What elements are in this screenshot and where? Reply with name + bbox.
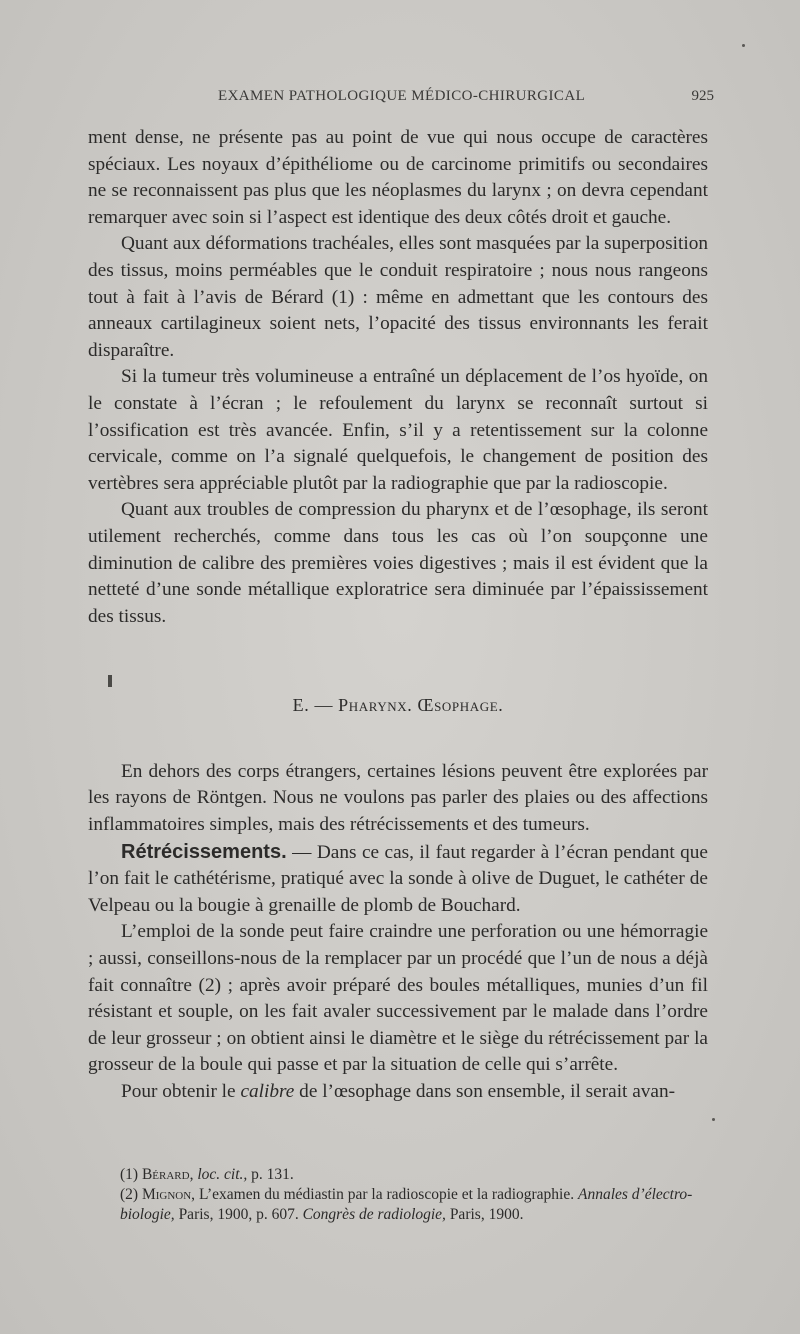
footnote-2-italic-1: Annales d’électro-biologie, (120, 1186, 693, 1223)
paragraph-5: En dehors des corps étrangers, certaines lésions peuvent être explorées par les rayons de Röntgen. Nous ne voulons pas parler des plaies ou des affections inflammatoires simples, mais des rétrécissements et des tumeurs. (88, 760, 708, 836)
retrecissements-label: Rétrécissements. (121, 840, 287, 863)
section-heading (88, 692, 708, 719)
footnote-2-text-3: Paris, 1900. (449, 1206, 524, 1223)
paragraph-1: ment dense, ne présente pas au point de vue qui nous occupe de caractères spéciaux. Les noyaux d’épithéliome ou de carcinome primitifs ou secondaires ne se reconnaissent pas plus que les néoplasmes du larynx ; on devra cependant remarquer avec soin si l’aspect est identique des deux côtés droit et gauche. (88, 127, 708, 228)
footnote-1-author: Bérard, (141, 1166, 194, 1183)
footnote-2-italic-2: Congrès de radiologie, (302, 1206, 446, 1223)
running-head: EXAMEN PATHOLOGIQUE MÉDICO-CHIRURGICAL (218, 88, 586, 104)
retrecissements-text: — Dans ce cas, il faut regarder à l’écran pendant que l’on fait le cathétérisme, pratiqué avec la sonde à olive de Duguet, le cathéter de Velpeau ou la bougie à grenaille de plomb de Bouchard. (88, 841, 708, 916)
footnote-2-text-2: Paris, 1900, p. 607. (178, 1206, 299, 1223)
dust-speck (742, 44, 745, 47)
footnote-1 (88, 1165, 708, 1185)
paragraph-retrecissements (88, 839, 708, 920)
page-number: 925 (691, 88, 714, 104)
footnote-2-number: (2) (120, 1186, 139, 1203)
paragraph-2: Quant aux déformations trachéales, elles sont masquées par la superposition des tissus, moins perméables que le conduit respiratoire ; nous nous rangeons tout à fait à l’avis de Bérard (1) : même en admettant que les contours des anneaux cartilagineux soient nets, l’opacité des tissus environnants les ferait disparaître. (88, 233, 708, 361)
paragraph-last (88, 1079, 708, 1106)
dust-speck (712, 1118, 715, 1121)
footnote-2-text-1: L’examen du médiastin par la radioscopie et la radiographie. (198, 1186, 575, 1203)
last-text-before: Pour obtenir le (121, 1081, 236, 1102)
section-dash: — (314, 695, 334, 716)
section-letter: E. (292, 695, 310, 716)
paragraph-3: Si la tumeur très volumineuse a entraîné un déplacement de l’os hyoïde, on le constate à l’écran ; le refoulement du larynx se reconnaît surtout si l’ossification est très avancée. Enfin, s’il y a retentissement sur la colonne cervicale, comme on l’a signalé quelquefois, le changement de position des vertèbres sera appréciable plutôt par la radiographie que par la radioscopie. (88, 366, 708, 494)
paragraph-4: Quant aux troubles de compression du pharynx et de l’œsophage, ils seront utilement recherchés, comme dans tous les cas où l’on soupçonne une diminution de calibre des premières voies digestives ; mais il est évident que la netteté d’une sonde métallique exploratrice sera diminuée par l’épaississement des tissus. (88, 499, 708, 627)
body-text (88, 125, 708, 1106)
footnote-2-author: Mignon, (141, 1186, 196, 1203)
footnote-2 (88, 1185, 708, 1225)
last-text-after: de l’œsophage dans son ensemble, il serait avan- (299, 1081, 676, 1102)
section-title: Pharynx. Œsophage. (338, 695, 504, 716)
margin-mark (108, 675, 112, 687)
footnote-1-rest: p. 131. (251, 1166, 294, 1183)
last-text-italic: calibre (240, 1081, 295, 1102)
footnote-1-number: (1) (120, 1166, 139, 1183)
footnotes (88, 1165, 708, 1225)
footnote-1-italic: loc. cit., (197, 1166, 248, 1183)
paragraph-emploi: L’emploi de la sonde peut faire craindre une perforation ou une hémorragie ; aussi, conseillons-nous de la remplacer par un procédé que l’un de nous a déjà fait connaître (2) ; après avoir préparé des boules métalliques, munies d’un fil résistant et souple, on les fait avaler successivement par le malade dans l’ordre de leur grosseur ; on obtient ainsi le diamètre et le siège du rétrécissement par la grosseur de la boule qui passe et par la situation de celle qui s’arrête. (88, 921, 708, 1076)
